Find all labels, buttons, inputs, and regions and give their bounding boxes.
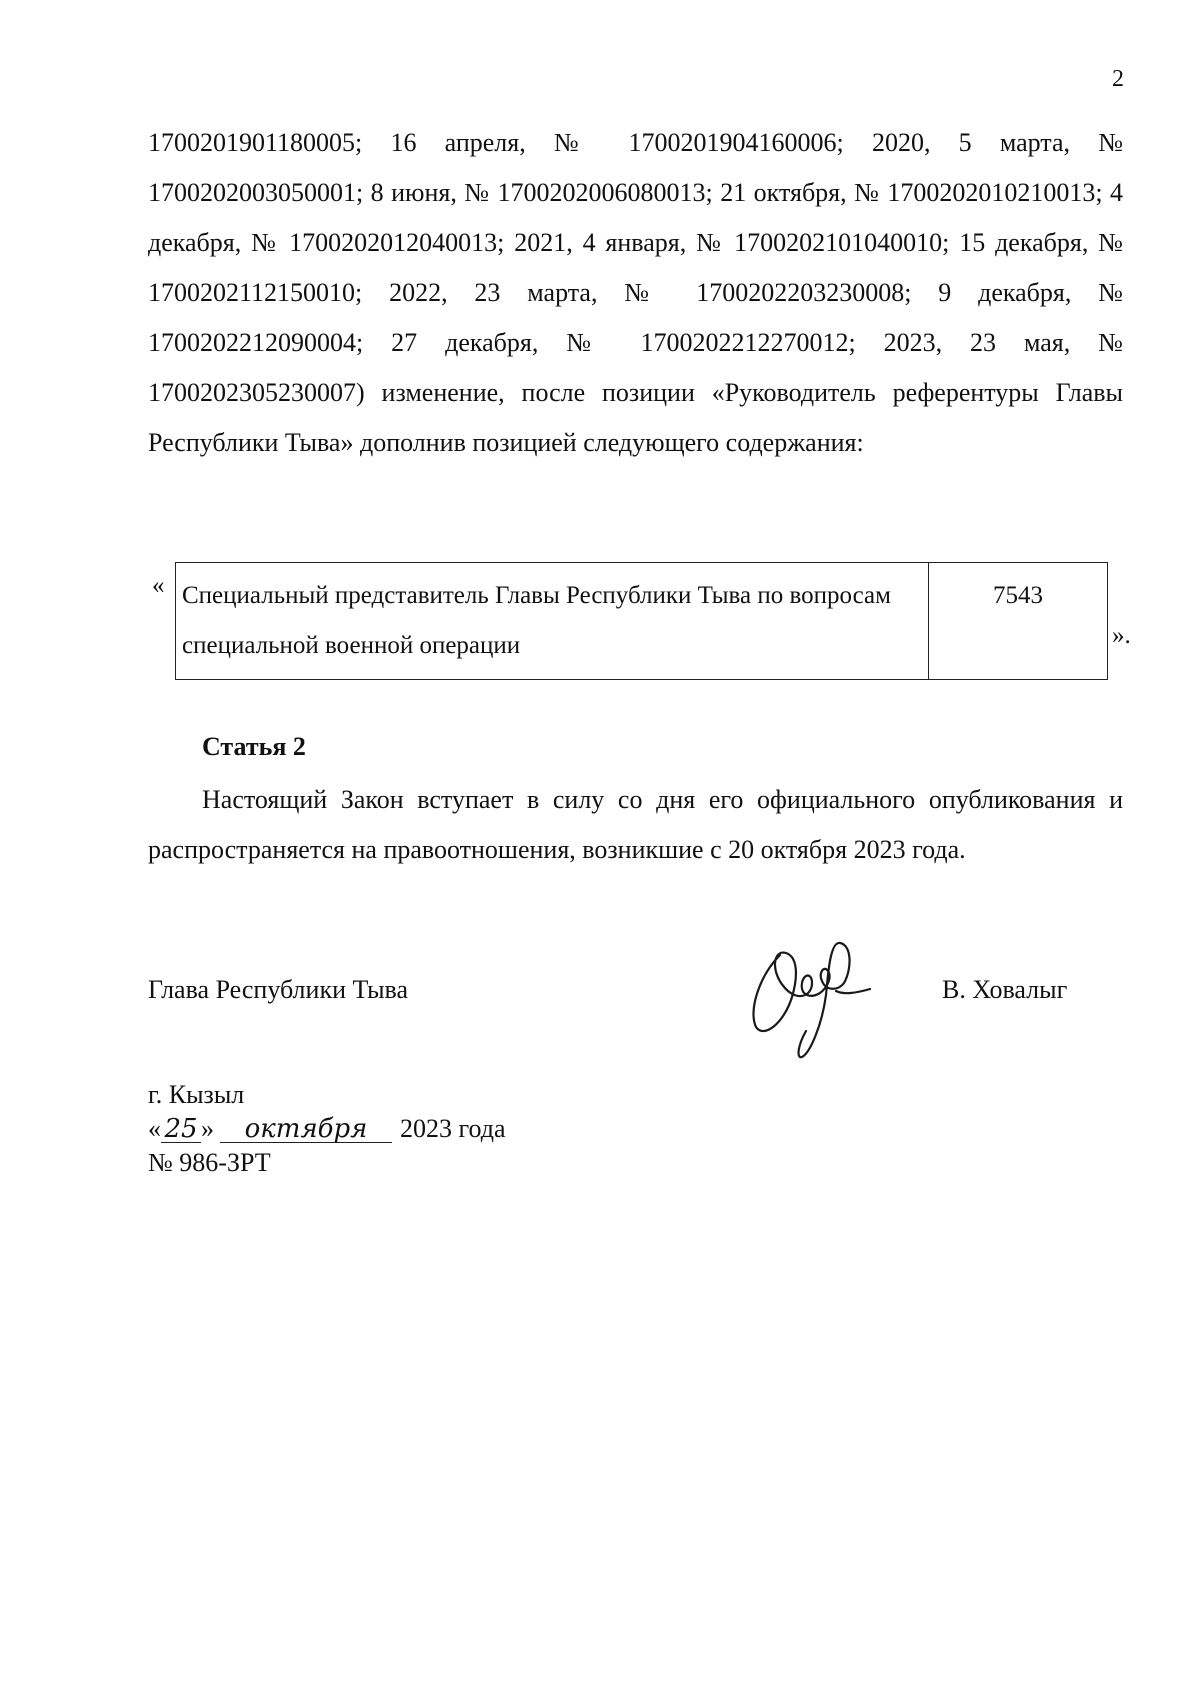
body-paragraph: 1700201901180005; 16 апреля, № 1700201904160006; 2020, 5 марта, № 1700202003050001; 8 июня, № 1700202006080013; 21 октября, № 1700202010210013; 4 декабря, № 1700202012040013; 2021, 4 января, № 1700202101040010; 15 декабря, № 1700202112150010; 2022, 23 марта, № 1700202203230008; 9 декабря, № 1700202212090004; 27 декабря, № 1700202212270012; 2023, 23 мая, № 1700202305230007) изменение, после позиции «Руководитель референтуры Главы Республики Тыва» дополнив позицией следующего содержания:	[148, 128, 1123, 457]
handwritten-signature	[740, 935, 890, 1065]
article-text	[148, 775, 1123, 875]
article-paragraph: Настоящий Закон вступает в силу со дня его официального опубликования и распространяется на правоотношения, возникшие с 20 октября 2023 года.	[148, 785, 1123, 864]
close-quote: ».	[1112, 622, 1131, 649]
inserted-position-table	[150, 562, 1150, 682]
position-table	[175, 562, 1108, 680]
law-number: № 986-ЗРТ	[148, 1148, 271, 1177]
open-quote: «	[152, 572, 165, 599]
signatory-title: Глава Республики Тыва	[148, 975, 409, 1004]
date-close-quote: »	[201, 1114, 214, 1143]
date-month: октября	[220, 1116, 392, 1143]
position-description: Специальный представитель Главы Республики Тыва по вопросам специальной военной операции	[176, 563, 929, 680]
date-line	[148, 1112, 506, 1146]
date-open-quote: «	[148, 1114, 161, 1143]
article-title: Статья 2	[202, 732, 306, 761]
position-code: 7543	[929, 563, 1108, 680]
city: г. Кызыл	[148, 1080, 245, 1109]
date-year: 2023 года	[400, 1114, 506, 1143]
place-date-block	[148, 1078, 506, 1180]
table-row	[176, 563, 1108, 680]
signatory-name: В. Ховалыг	[942, 975, 1068, 1004]
date-day: 25	[161, 1116, 201, 1143]
page-number: 2	[1112, 66, 1124, 92]
body-text	[148, 118, 1123, 468]
